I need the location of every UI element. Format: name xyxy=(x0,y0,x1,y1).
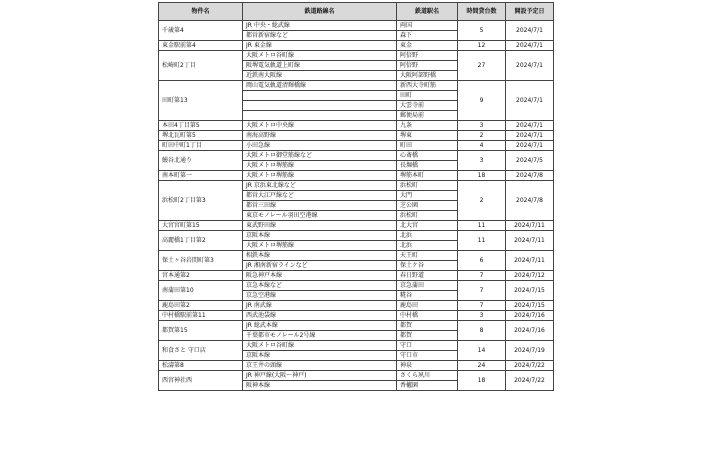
station-cell: 芝公園 xyxy=(397,201,458,211)
station-cell: 阿倍野 xyxy=(397,51,458,61)
station-cell: 春日野道 xyxy=(397,271,458,281)
railway-line-cell: 大阪メトロ堺筋線 xyxy=(243,171,397,181)
property-name-cell: 本田4丁目第5 xyxy=(159,121,243,131)
station-cell: 北浜 xyxy=(397,241,458,251)
parking-openings-sheet xyxy=(158,2,553,391)
hourly-spaces-cell: 12 xyxy=(458,41,506,51)
table-row xyxy=(159,231,554,241)
railway-line-cell: 千葉都市モノレール2号線 xyxy=(243,331,397,341)
parking-table xyxy=(158,2,554,391)
station-cell: 阿倍野 xyxy=(397,61,458,71)
property-name-cell: 西宮神社西 xyxy=(159,371,243,391)
hourly-spaces-cell: 11 xyxy=(458,221,506,231)
station-cell: 浜松町 xyxy=(397,211,458,221)
station-cell: 京急蒲田 xyxy=(397,281,458,291)
station-cell: 九条 xyxy=(397,121,458,131)
railway-line-cell: 都営新宿線など xyxy=(243,31,397,41)
opening-date-cell: 2024/7/16 xyxy=(506,311,554,321)
table-row xyxy=(159,341,554,351)
railway-line-cell: JR 総武本線 xyxy=(243,321,397,331)
station-cell: 東金 xyxy=(397,41,458,51)
hourly-spaces-cell: 11 xyxy=(458,231,506,251)
station-cell: さくら夙川 xyxy=(397,371,458,381)
station-cell: 保土ケ谷 xyxy=(397,261,458,271)
hourly-spaces-cell: 6 xyxy=(458,251,506,271)
opening-date-cell: 2024/7/22 xyxy=(506,361,554,371)
hourly-spaces-cell: 7 xyxy=(458,281,506,301)
railway-line-cell: 都営三田線 xyxy=(243,201,397,211)
table-row xyxy=(159,131,554,141)
railway-line-cell: 京王井の頭線 xyxy=(243,361,397,371)
opening-date-cell: 2024/7/1 xyxy=(506,81,554,121)
opening-date-cell: 2024/7/1 xyxy=(506,141,554,151)
opening-date-cell: 2024/7/15 xyxy=(506,281,554,301)
opening-date-cell: 2024/7/22 xyxy=(506,371,554,391)
railway-line-cell: 大阪メトロ中央線 xyxy=(243,121,397,131)
property-name-cell: 保土ヶ谷岩間町第3 xyxy=(159,251,243,271)
hourly-spaces-cell: 24 xyxy=(458,361,506,371)
property-name-cell: 千歳第4 xyxy=(159,21,243,41)
property-name-cell: 町田中町1丁目 xyxy=(159,141,243,151)
station-cell: 大阪阿部野橋 xyxy=(397,71,458,81)
hourly-spaces-cell: 3 xyxy=(458,311,506,321)
station-cell: 都賀 xyxy=(397,331,458,341)
station-cell: 香櫨園 xyxy=(397,381,458,391)
station-cell: 北大宮 xyxy=(397,221,458,231)
hourly-spaces-cell: 7 xyxy=(458,271,506,281)
table-row xyxy=(159,311,554,321)
station-cell: 堺東 xyxy=(397,131,458,141)
table-row xyxy=(159,41,554,51)
property-name-cell: 東金駅前第4 xyxy=(159,41,243,51)
header-property-name: 物件名 xyxy=(159,3,243,21)
station-cell: 心斎橋 xyxy=(397,151,458,161)
station-cell: 田町 xyxy=(397,91,458,101)
opening-date-cell: 2024/7/12 xyxy=(506,271,554,281)
railway-line-cell xyxy=(243,111,397,121)
opening-date-cell: 2024/7/1 xyxy=(506,121,554,131)
railway-line-cell: 相鉄本線 xyxy=(243,251,397,261)
property-name-cell: 高麗橋1丁目第2 xyxy=(159,231,243,251)
hourly-spaces-cell: 9 xyxy=(458,81,506,121)
hourly-spaces-cell: 18 xyxy=(458,171,506,181)
station-cell: 浜松町 xyxy=(397,181,458,191)
railway-line-cell: 大阪メトロ谷町線 xyxy=(243,51,397,61)
station-cell: 中村橋 xyxy=(397,311,458,321)
station-cell: 鹿島田 xyxy=(397,301,458,311)
station-cell: 郵便局前 xyxy=(397,111,458,121)
station-cell: 森下 xyxy=(397,31,458,41)
property-name-cell: 中村橋駅前第11 xyxy=(159,311,243,321)
railway-line-cell: 京阪本線 xyxy=(243,351,397,361)
hourly-spaces-cell: 2 xyxy=(458,131,506,141)
railway-line-cell: 大阪メトロ谷町線 xyxy=(243,341,397,351)
property-name-cell: 南蒲田第10 xyxy=(159,281,243,301)
station-cell: 大雲寺前 xyxy=(397,101,458,111)
table-row xyxy=(159,81,554,91)
railway-line-cell: JR 中央・総武線 xyxy=(243,21,397,31)
railway-line-cell: 南海高野線 xyxy=(243,131,397,141)
railway-line-cell: 阪急神戸本線 xyxy=(243,271,397,281)
station-cell: 長堀橋 xyxy=(397,161,458,171)
hourly-spaces-cell: 18 xyxy=(458,371,506,391)
table-row xyxy=(159,221,554,231)
property-name-cell: 浜松町2丁目第3 xyxy=(159,181,243,221)
station-cell: 神泉 xyxy=(397,361,458,371)
railway-line-cell: 京阪本線 xyxy=(243,231,397,241)
opening-date-cell: 2024/7/15 xyxy=(506,301,554,311)
hourly-spaces-cell: 14 xyxy=(458,341,506,361)
hourly-spaces-cell: 8 xyxy=(458,321,506,341)
railway-line-cell: 大阪メトロ堺筋線 xyxy=(243,241,397,251)
hourly-spaces-cell: 4 xyxy=(458,141,506,151)
table-row xyxy=(159,21,554,31)
table-row xyxy=(159,141,554,151)
railway-line-cell: 阪神本線 xyxy=(243,381,397,391)
opening-date-cell: 2024/7/1 xyxy=(506,131,554,141)
property-name-cell: 鹿島田第2 xyxy=(159,301,243,311)
railway-line-cell: 京急本線など xyxy=(243,281,397,291)
railway-line-cell: 近鉄南大阪線 xyxy=(243,71,397,81)
opening-date-cell: 2024/7/1 xyxy=(506,21,554,41)
property-name-cell: 大宮宮町第15 xyxy=(159,221,243,231)
header-railway-line: 鉄道路線名 xyxy=(243,3,397,21)
property-name-cell: 田町第13 xyxy=(159,81,243,121)
railway-line-cell: 東京モノレール羽田空港線 xyxy=(243,211,397,221)
railway-line-cell: JR 東金線 xyxy=(243,41,397,51)
station-cell: 天王町 xyxy=(397,251,458,261)
table-row xyxy=(159,121,554,131)
table-row xyxy=(159,171,554,181)
opening-date-cell: 2024/7/11 xyxy=(506,251,554,271)
railway-line-cell: JR 神戸線(大阪～神戸) xyxy=(243,371,397,381)
opening-date-cell: 2024/7/16 xyxy=(506,321,554,341)
table-row xyxy=(159,151,554,161)
railway-line-cell: JR 湘南新宿ラインなど xyxy=(243,261,397,271)
hourly-spaces-cell: 3 xyxy=(458,121,506,131)
property-name-cell: 宮本通第2 xyxy=(159,271,243,281)
property-name-cell: 松崎町2丁目 xyxy=(159,51,243,81)
property-name-cell: 堺北瓦町第5 xyxy=(159,131,243,141)
railway-line-cell: 大阪メトロ御堂筋線など xyxy=(243,151,397,161)
property-name-cell: 都賀第15 xyxy=(159,321,243,341)
property-name-cell: 和食さと 守口店 xyxy=(159,341,243,361)
station-cell: 北浜 xyxy=(397,231,458,241)
table-row xyxy=(159,271,554,281)
table-row xyxy=(159,321,554,331)
property-name-cell: 南本町第一 xyxy=(159,171,243,181)
station-cell: 町田 xyxy=(397,141,458,151)
hourly-spaces-cell: 5 xyxy=(458,21,506,41)
railway-line-cell xyxy=(243,101,397,111)
table-header-row xyxy=(159,3,554,21)
railway-line-cell: 大阪メトロ堺筋線 xyxy=(243,161,397,171)
railway-line-cell: 岡山電気軌道清輝橋線 xyxy=(243,81,397,91)
station-cell: 堺筋本町 xyxy=(397,171,458,181)
railway-line-cell: JR 南武線 xyxy=(243,301,397,311)
hourly-spaces-cell: 2 xyxy=(458,181,506,221)
table-row xyxy=(159,181,554,191)
hourly-spaces-cell: 7 xyxy=(458,301,506,311)
railway-line-cell: 都営大江戸線など xyxy=(243,191,397,201)
railway-line-cell: 京急空港線 xyxy=(243,291,397,301)
opening-date-cell: 2024/7/19 xyxy=(506,341,554,361)
table-row xyxy=(159,251,554,261)
table-row xyxy=(159,301,554,311)
table-row xyxy=(159,371,554,381)
opening-date-cell: 2024/7/5 xyxy=(506,151,554,171)
station-cell: 大門 xyxy=(397,191,458,201)
railway-line-cell: 小田急線 xyxy=(243,141,397,151)
station-cell: 糀谷 xyxy=(397,291,458,301)
opening-date-cell: 2024/7/8 xyxy=(506,171,554,181)
opening-date-cell: 2024/7/11 xyxy=(506,221,554,231)
table-row xyxy=(159,51,554,61)
opening-date-cell: 2024/7/1 xyxy=(506,41,554,51)
table-row xyxy=(159,281,554,291)
property-name-cell: 松濤第8 xyxy=(159,361,243,371)
opening-date-cell: 2024/7/11 xyxy=(506,231,554,251)
station-cell: 新西大寺町筋 xyxy=(397,81,458,91)
station-cell: 守口 xyxy=(397,341,458,351)
hourly-spaces-cell: 27 xyxy=(458,51,506,81)
railway-line-cell: 東武野田線 xyxy=(243,221,397,231)
railway-line-cell: 西武池袋線 xyxy=(243,311,397,321)
station-cell: 都賀 xyxy=(397,321,458,331)
station-cell: 両国 xyxy=(397,21,458,31)
hourly-spaces-cell: 3 xyxy=(458,151,506,171)
station-cell: 守口市 xyxy=(397,351,458,361)
opening-date-cell: 2024/7/1 xyxy=(506,51,554,81)
property-name-cell: 鰻谷北通り xyxy=(159,151,243,171)
header-opening-date: 開設予定日 xyxy=(506,3,554,21)
railway-line-cell: 阪堺電気軌道上町線 xyxy=(243,61,397,71)
header-station: 鉄道駅名 xyxy=(397,3,458,21)
opening-date-cell: 2024/7/8 xyxy=(506,181,554,221)
railway-line-cell: JR 京浜東北線など xyxy=(243,181,397,191)
table-row xyxy=(159,361,554,371)
railway-line-cell xyxy=(243,91,397,101)
header-hourly-spaces: 時間貸台数 xyxy=(458,3,506,21)
